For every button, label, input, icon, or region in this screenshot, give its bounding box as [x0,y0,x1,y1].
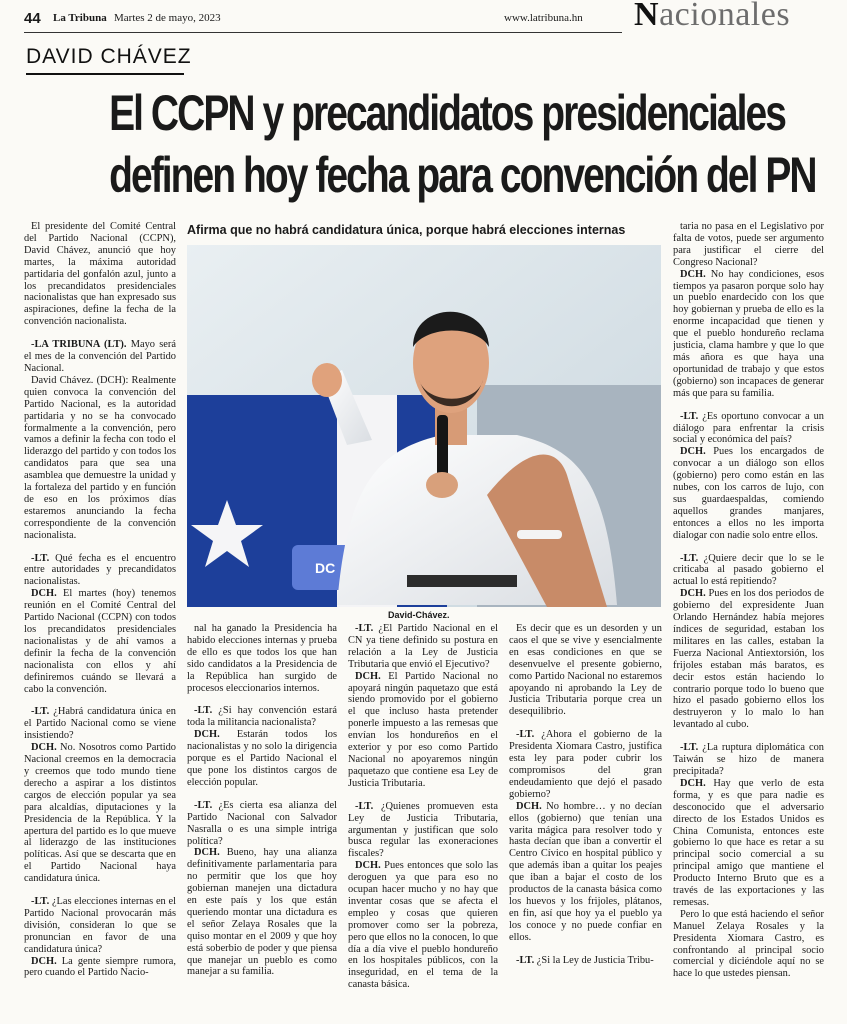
section-title [634,0,790,34]
headline-line-2: definen hoy fecha para convención del PN [109,147,816,203]
paragraph: -LT. ¿El Partido Nacional en el CN ya tiene definido su postura en relación a la Ley de Justicia Tributaria que envió el Ejecutivo? [348,623,498,670]
newspaper-name: La Tribuna [53,12,107,24]
paragraph: DCH. Bueno, hay una alianza definitivamente parlamentaria para no permitir que los que hoy gobiernan manejen una dictadura en este país y los que están queriendo montar una dictadura es el señor Zelaya Rosales que la quiso montar en el 2009 y que hoy está soberbio de poder y que piensa que manejar un pueblo es como manejar a su familia. [187,847,337,978]
page-header [0,0,847,34]
paragraph: El presidente del Comité Central del Partido Nacional (CCPN), David Chávez, anunció que hoy martes, la máxima autoridad partidaria del gonfalón azul, junto a los precandidatos presidenciales nacionalistas que han expresado sus aspiraciones, define la fecha de la convención nacionalista. [24,221,176,328]
paragraph: David Chávez. (DCH): Realmente quien convoca la convención del Partido Nacional, es la autoridad partidaria y no se ha convocado formalmente a la convención, pero vamos a definir la fecha con todo el liderazgo del partido y con todos los candidatos para que sea una asamblea que demuestre la unidad y la fortaleza del partido y en función de eso en los próximos días estaremos anunciando la fecha correspondiente de la convención nacionalista. [24,374,176,541]
article-column-5 [673,221,824,1013]
publication-date: Martes 2 de mayo, 2023 [114,12,221,24]
paragraph: -LT. ¿Quienes promueven esta Ley de Justicia Tributaria, argumentan y justifican que solo busca regular las exoneraciones fiscales? [348,800,498,860]
paragraph: DCH. No hay condiciones, esos tiempos ya pasaron porque solo hay un pueblo enardecido con los que hoy gobiernan y prueba de ello es la enorme incapacidad que tienen y que el pueblo hondureño reclama justicia, clama hambre y que lo que más añora es que haya una oportunidad de trabajo y que estos (gobierno) son incapaces de generar más que para su familia. [673,268,824,399]
section-rest: acionales [659,0,791,33]
paragraph: -LT. ¿Es oportuno convocar a un diálogo para enfrentar la crisis social y económica del país? [673,410,824,446]
photo-illustration [187,245,661,607]
paragraph: DCH. La gente siempre rumora, pero cuando el Partido Nacio- [24,955,176,979]
page-number: 44 [24,10,41,27]
photo-caption: David-Chávez. [388,610,450,620]
svg-text:DC: DC [315,560,336,576]
paragraph: -LT. Qué fecha es el encuentro entre autoridades y precandidatos nacionalistas. [24,552,176,588]
headline [109,82,816,206]
paragraph: Es decir que es un desorden y un caos el que se vive y esencialmente en esas condiciones en que se desenvuelve el presente gobierno, como Partido Nacional no estaremos apoyando ni aprobando la Ley de Justicia Tributaria porque crea un desequilibrio. [509,623,662,718]
header-rule [24,32,622,33]
paragraph: -LT. ¿Quiere decir que lo se le criticaba al pasado gobierno el actual lo está repitiendo? [673,552,824,588]
paragraph: Pero lo que está haciendo el señor Manuel Zelaya Rosales y la Presidenta Xiomara Castro, es confrontando al principal socio comercial y diciéndole aquí no se hace lo que ustedes piensan. [673,908,824,980]
paragraph: DCH. El martes (hoy) tenemos reunión en el Comité Central del Partido Nacional (CCPN) con todos los precandidatos presidenciales nacionalistas y de ahí vamos a definir la fecha de la convención nacionalista con ellos y ahí definiremos cuándo se llevará a cabo la convención. [24,588,176,695]
paragraph: -LA TRIBUNA (LT). Mayo será el mes de la convención del Partido Nacional. [24,339,176,374]
byline-underline [26,73,184,75]
article-photo [187,245,661,607]
headline-line-1: El CCPN y precandidatos presidenciales [109,85,785,141]
paragraph: nal ha ganado la Presidencia ha habido elecciones internas y prueba de ello es que todos los que han sido candidatos a la Presidencia de la República han surgido de procesos eleccionarios internos. [187,623,337,694]
article-column-3 [348,623,498,1013]
paragraph: DCH. El Partido Nacional no apoyará ningún paquetazo que está siendo promovido por el gobierno el que incluso hasta pretender ponerle impuesto a las remesas que envían los hondureños en el exterior y por eso como Partido Nacional no apoyaremos ningún paquetazo que contiene esa Ley de Justicia Tributaria. [348,670,498,789]
paragraph: -LT. ¿Es cierta esa alianza del Partido Nacional con Salvador Nasralla o es una simple intriga política? [187,799,337,847]
article-column-1 [24,221,176,1011]
paragraph: -LT. ¿Habrá candidatura única en el Partido Nacional como se viene insistiendo? [24,706,176,742]
article-column-4 [509,623,662,1013]
paragraph: DCH. No hombre… y no decían ellos (gobierno) que tenían una varita mágica para resolver todo y hasta decían que iban a convertir el Centro Cívico en hospital público y que además iban a quitar los peajes que iban a bajar el costo de los productos de la canasta básica como los huevos y los frijoles, plátanos, en fin, así que hoy ya el pueblo ya los conoce y no puede confiar en ellos. [509,800,662,943]
paragraph: DCH. Pues los encargados de convocar a un diálogo son ellos (gobierno) pero como están en las nubes, con los carros de lujo, con sus guardaespaldas, comiendo aquellos grandes manjares, entonces a ellos no les importa dialogar con nadie solo entre ellos. [673,446,824,541]
paragraph: DCH. Estarán todos los nacionalistas y no solo la dirigencia porque es el Partido Nacional el que pone los distintos cargos de elección popular. [187,729,337,788]
paragraph: DCH. Pues entonces que solo las deroguen ya que para eso no ocupan hacer mucho y no hay que inventar cosas que se afecta el empleo y cosas que quieren promover como ser la pobreza, pero que ellos no la conocen, lo que día a día vive el pueblo hondureño en los hospitales públicos, con la inseguridad, en el tema de la canasta básica. [348,860,498,991]
paragraph: -LT. ¿La ruptura diplomática con Taiwán se hizo de manera precipitada? [673,742,824,777]
paragraph: taria no pasa en el Legislativo por falta de votos, puede ser argumento para justificar el cierre del Congreso Nacional? [673,221,824,268]
article-column-2 [187,623,337,1013]
paragraph: DCH. No. Nosotros como Partido Nacional creemos en la democracia y creemos que todo mundo tiene derecho a aspirar a los distintos cargos de elección popular ya sea para alcaldías, diputaciones y la Presidencia de la República. Y la apertura del partido es lo que mueve al liderazgo de las instituciones políticas. Así que se descarta que en el Partido Nacional haya candidatura única. [24,742,176,885]
paragraph: DCH. Hay que verlo de esta forma, y es que para nadie es desconocido que el adversario directo de los Estados Unidos es China Comunista, entonces este gobierno lo que hace es retar a su principal socio comercial a su principal amigo que mantiene el Producto Interno Bruto que es a través de las exportaciones y las remesas. [673,777,824,908]
website-url[interactable]: www.latribuna.hn [504,12,583,24]
paragraph: -LT. ¿Si hay convención estará toda la militancia nacionalista? [187,705,337,729]
paragraph: -LT. ¿Si la Ley de Justicia Tribu- [516,954,654,966]
subheadline: Afirma que no habrá candidatura única, porque habrá elecciones internas [187,223,626,237]
paragraph: -LT. ¿Las elecciones internas en el Partido Nacional provocarán más división, consideran lo que se pronuncian en favor de una candidatura única? [24,896,176,955]
section-initial: N [634,0,660,33]
author-byline: DAVID CHÁVEZ [26,45,192,68]
paragraph: -LT. ¿Ahora el gobierno de la Presidenta Xiomara Castro, justifica esta ley para poder cubrir los compromisos del gran endeudamiento que dejó el pasado gobierno? [509,729,662,800]
paragraph: DCH. Pues en los dos periodos de gobierno del expresidente Juan Orlando Hernández había mejores índices de seguridad, estaban los militares en las calles, estaban la Fuerza Nacional Antiextorsión, los frijoles estaban más baratos, es decir estos están haciendo lo contrario porque todo lo bueno que hizo el pasado gobierno ellos los destruyeron y lo malo lo han levantado al cubo. [673,588,824,731]
